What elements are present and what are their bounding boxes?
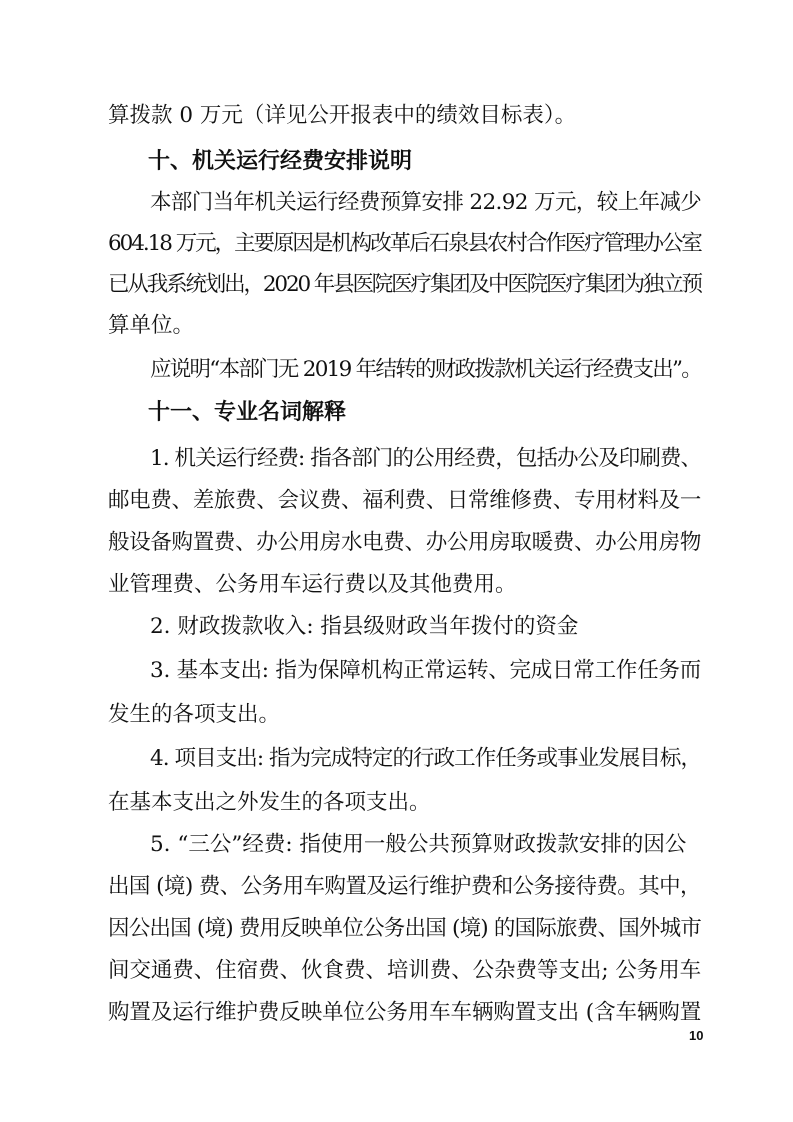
body-line: 间交通费、住宿费、伙食费、培训费、公杂费等支出; 公务用车 <box>108 958 702 983</box>
section-heading: 十一、专业名词解释 <box>148 400 347 425</box>
body-line: 般设备购置费、办公用房水电费、办公用房取暖费、办公用房物 <box>108 530 702 555</box>
body-line: 业管理费、公务用车运行费以及其他费用。 <box>108 572 517 597</box>
body-line: 出国 (境) 费、公务用车购置及运行维护费和公务接待费。其中， <box>108 874 701 899</box>
section-heading: 十、机关运行经费安排说明 <box>148 149 413 174</box>
body-line: 算单位。 <box>108 313 195 338</box>
body-line: 5. “三公”经费: 指使用一般公共预算财政拨款安排的因公 <box>150 832 687 857</box>
body-line: 3. 基本支出: 指为保障机构正常运转、完成日常工作任务而 <box>150 658 702 683</box>
body-line: 发生的各项支出。 <box>108 702 281 727</box>
body-line: 因公出国 (境) 费用反映单位公务出国 (境) 的国际旅费、国外城市 <box>108 916 702 941</box>
body-line: 算拨款 0 万元（详见公开报表中的绩效目标表）。 <box>108 103 577 128</box>
body-line: 本部门当年机关运行经费预算安排 22.92 万元，较上年减少 <box>150 190 702 215</box>
body-line: 604.18 万元，主要原因是机构改革后石泉县农村合作医疗管理办公室 <box>108 231 701 256</box>
body-line: 在基本支出之外发生的各项支出。 <box>108 790 431 815</box>
body-line: 2. 财政拨款收入: 指县级财政当年拨付的资金 <box>150 614 579 639</box>
body-line: 邮电费、差旅费、会议费、福利费、日常维修费、专用材料及一 <box>108 488 702 513</box>
body-line: 购置及运行维护费反映单位公务用车车辆购置支出 (含车辆购置 <box>108 1000 702 1025</box>
body-line: 1. 机关运行经费: 指各部门的公用经费，包括办公及印刷费、 <box>150 446 702 471</box>
body-line: 已从我系统划出，2020 年县医院医疗集团及中医院医疗集团为独立预 <box>108 272 701 297</box>
page-number: 10 <box>689 1028 704 1043</box>
body-line: 4. 项目支出: 指为完成特定的行政工作任务或事业发展目标， <box>150 746 702 771</box>
body-line: 应说明“本部门无 2019 年结转的财政拨款机关运行经费支出”。 <box>150 357 702 382</box>
